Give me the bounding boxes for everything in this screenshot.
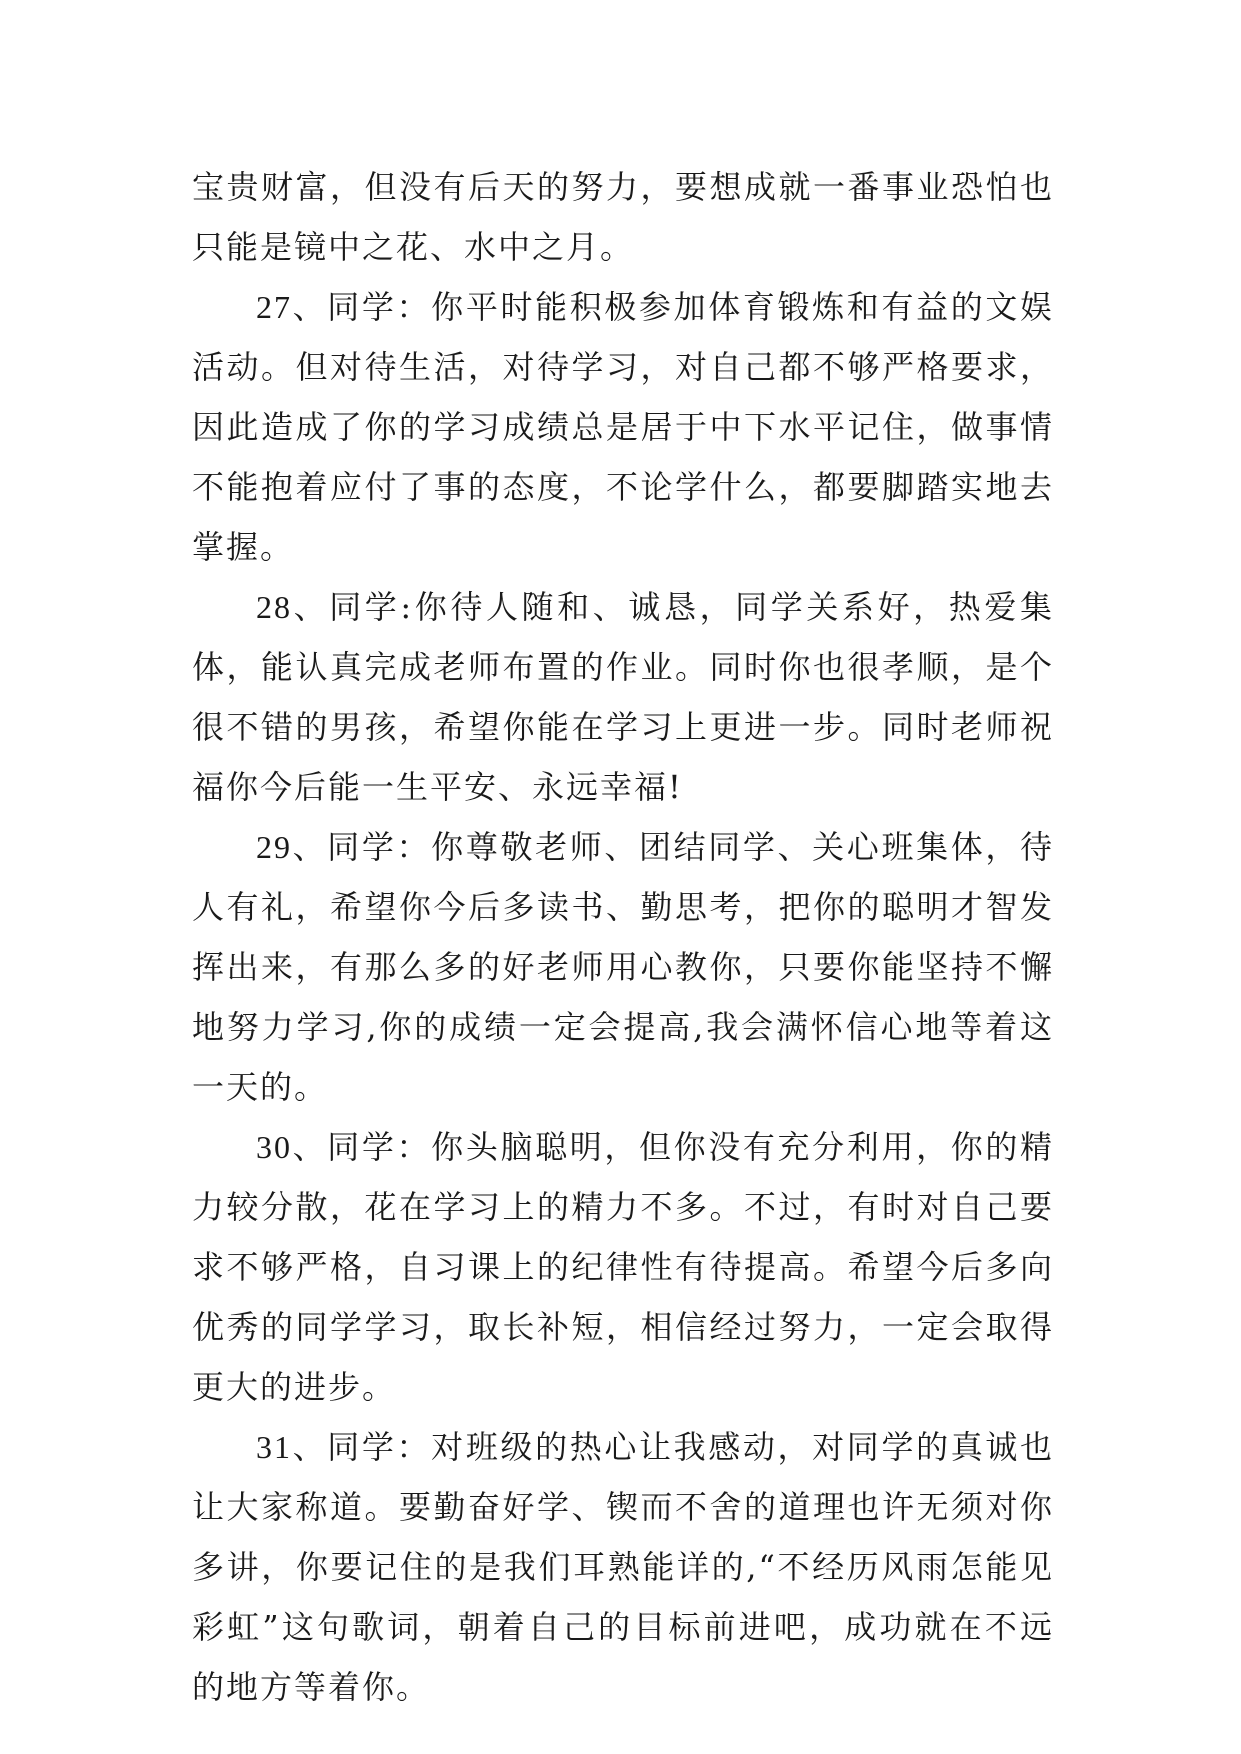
paragraph-text: 、同学:你待人随和、诚恳，同学关系好，热爱集体，能认真完成老师布置的作业。同时你也很孝顺，是个很不错的男孩，希望你能在学习上更进一步。同时老师祝福你今后能一生平安、永远幸福! [192,588,1054,806]
paragraph-number: 28 [256,589,292,625]
paragraph-text: 宝贵财富，但没有后天的努力，要想成就一番事业恐怕也只能是镜中之花、水中之月。 [192,168,1054,266]
paragraph-text: 、同学：你尊敬老师、团结同学、关心班集体，待人有礼，希望你今后多读书、勤思考，把你的聪明才智发挥出来，有那么多的好老师用心教你，只要你能坚持不懈地努力学习,你的成绩一定会提高,我会满怀信心地等着这一天的。 [192,828,1054,1106]
paragraph-text: 、同学：你头脑聪明，但你没有充分利用，你的精力较分散，花在学习上的精力不多。不过，有时对自己要求不够严格，自习课上的纪律性有待提高。希望今后多向优秀的同学学习，取长补短，相信经过努力，一定会取得更大的进步。 [192,1128,1054,1406]
paragraph-continued [192,157,1054,277]
paragraph-30 [192,1117,1054,1417]
paragraph-27 [192,277,1054,577]
paragraph-text: 、同学：对班级的热心让我感动，对同学的真诚也让大家称道。要勤奋好学、锲而不舍的道理也许无须对你多讲，你要记住的是我们耳熟能详的,“不经历风雨怎能见彩虹”这句歌词，朝着自己的目标前进吧，成功就在不远的地方等着你。 [192,1428,1054,1706]
paragraph-28 [192,577,1054,817]
paragraph-text: 、同学：你平时能积极参加体育锻炼和有益的文娱活动。但对待生活，对待学习，对自己都不够严格要求，因此造成了你的学习成绩总是居于中下水平记住，做事情不能抱着应付了事的态度，不论学什么，都要脚踏实地去掌握。 [192,288,1054,566]
paragraph-31 [192,1417,1054,1717]
paragraph-number: 30 [256,1129,292,1165]
paragraph-number: 27 [256,289,292,325]
paragraph-number: 29 [256,829,292,865]
document-body [192,157,1054,1717]
paragraph-number: 31 [256,1429,292,1465]
paragraph-29 [192,817,1054,1117]
